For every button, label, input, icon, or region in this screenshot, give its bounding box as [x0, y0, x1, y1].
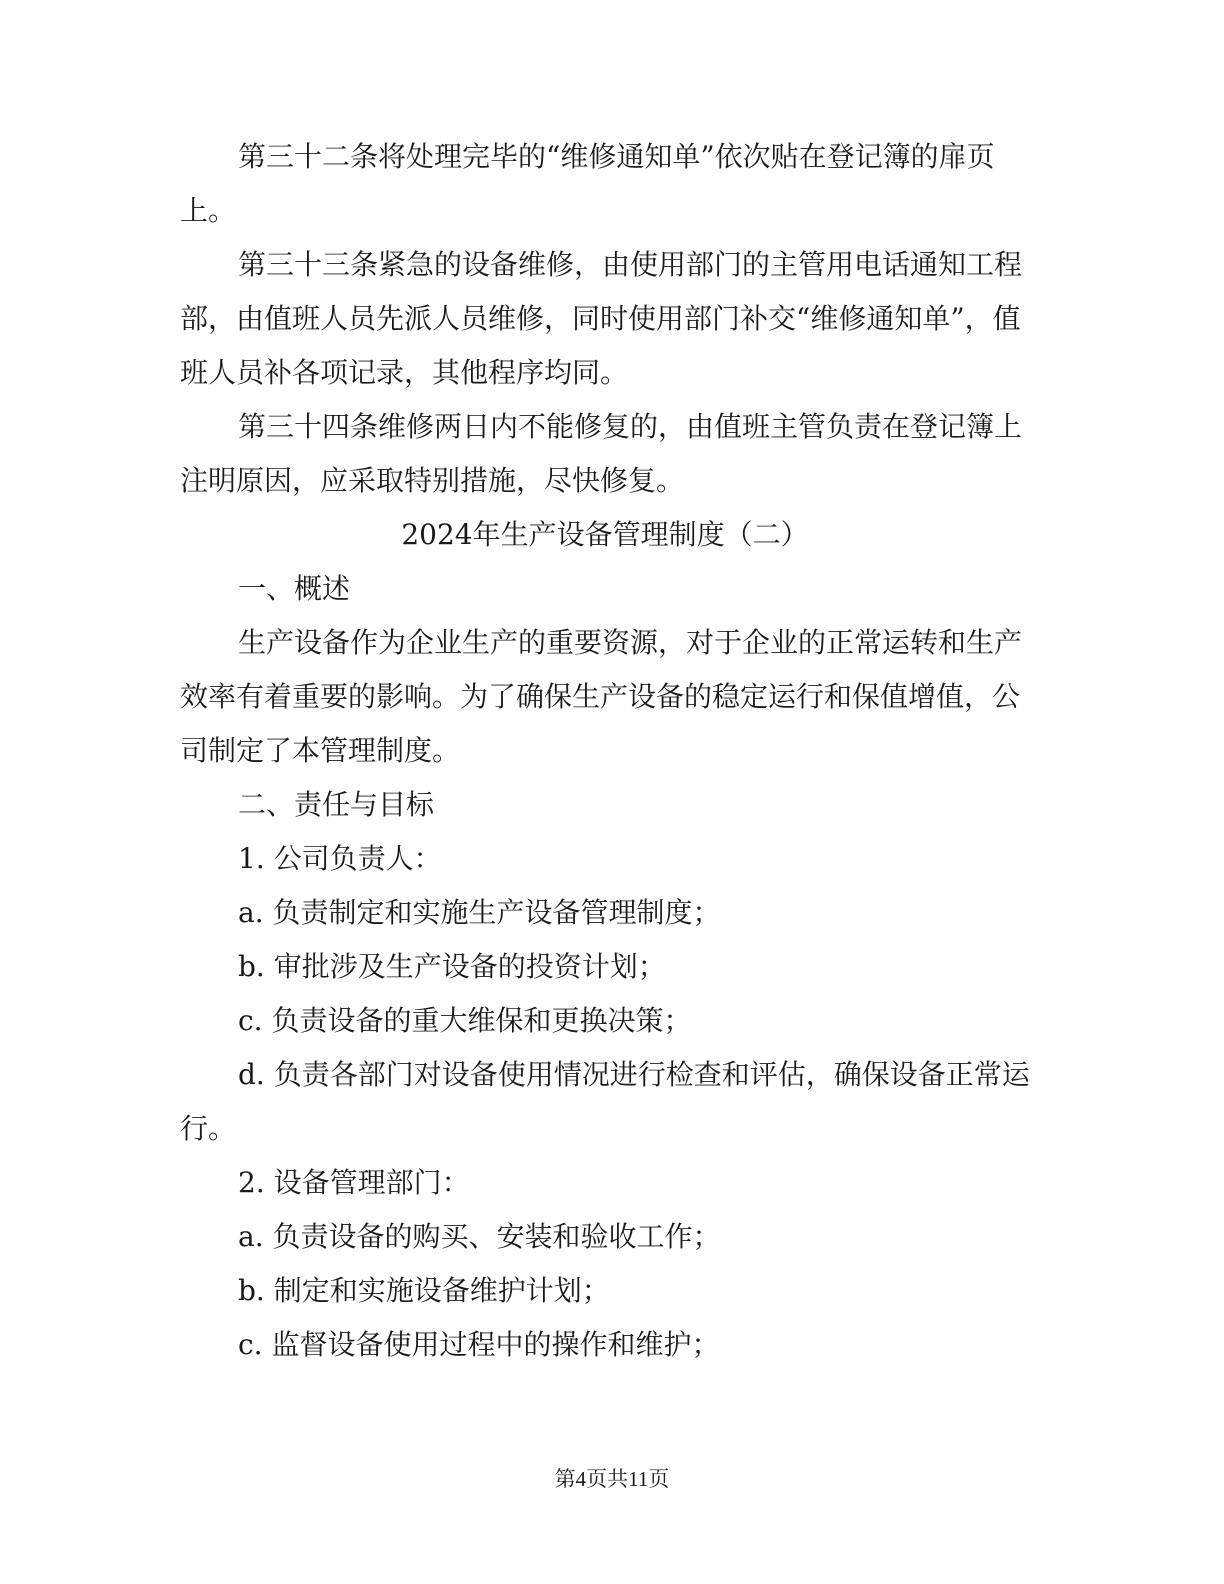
- heading-responsibility: 二、责任与目标: [238, 788, 435, 821]
- list-item-2a: a. 负责设备的购买、安装和验收工作；: [238, 1220, 721, 1253]
- list-item-1b: b. 审批涉及生产设备的投资计划；: [238, 950, 666, 983]
- paragraph-overview: 生产设备作为企业生产的重要资源，对于企业的正常运转和生产效率有着重要的影响。为了确保生产设备的稳定运行和保值增值，公司制定了本管理制度。: [180, 626, 1023, 767]
- page-number-footer: 第4页共11页: [554, 1467, 670, 1491]
- list-item-1c: c. 负责设备的重大维保和更换决策；: [238, 1004, 692, 1037]
- paragraph-article-34: 第三十四条维修两日内不能修复的，由值班主管负责在登记簿上注明原因，应采取特别措施，尽快修复。: [180, 410, 1023, 497]
- list-item-2c: c. 监督设备使用过程中的操作和维护；: [238, 1328, 720, 1361]
- list-item-equipment-dept: 2. 设备管理部门：: [238, 1166, 470, 1199]
- heading-overview: 一、概述: [238, 572, 351, 605]
- list-item-2b: b. 制定和实施设备维护计划；: [238, 1274, 610, 1307]
- list-item-company-head: 1. 公司负责人：: [238, 842, 442, 875]
- section-title: 2024年生产设备管理制度（二）: [401, 518, 809, 551]
- paragraph-article-32: 第三十二条将处理完毕的“维修通知单”依次贴在登记簿的扉页上。: [180, 140, 995, 227]
- list-item-1d: d. 负责各部门对设备使用情况进行检查和评估，确保设备正常运行。: [180, 1058, 1030, 1145]
- paragraph-article-33: 第三十三条紧急的设备维修，由使用部门的主管用电话通知工程部，由值班人员先派人员维修，同时使用部门补交“维修通知单”，值班人员补各项记录，其他程序均同。: [180, 248, 1023, 389]
- list-item-1a: a. 负责制定和实施生产设备管理制度；: [238, 896, 721, 929]
- document-body: [180, 130, 1030, 1372]
